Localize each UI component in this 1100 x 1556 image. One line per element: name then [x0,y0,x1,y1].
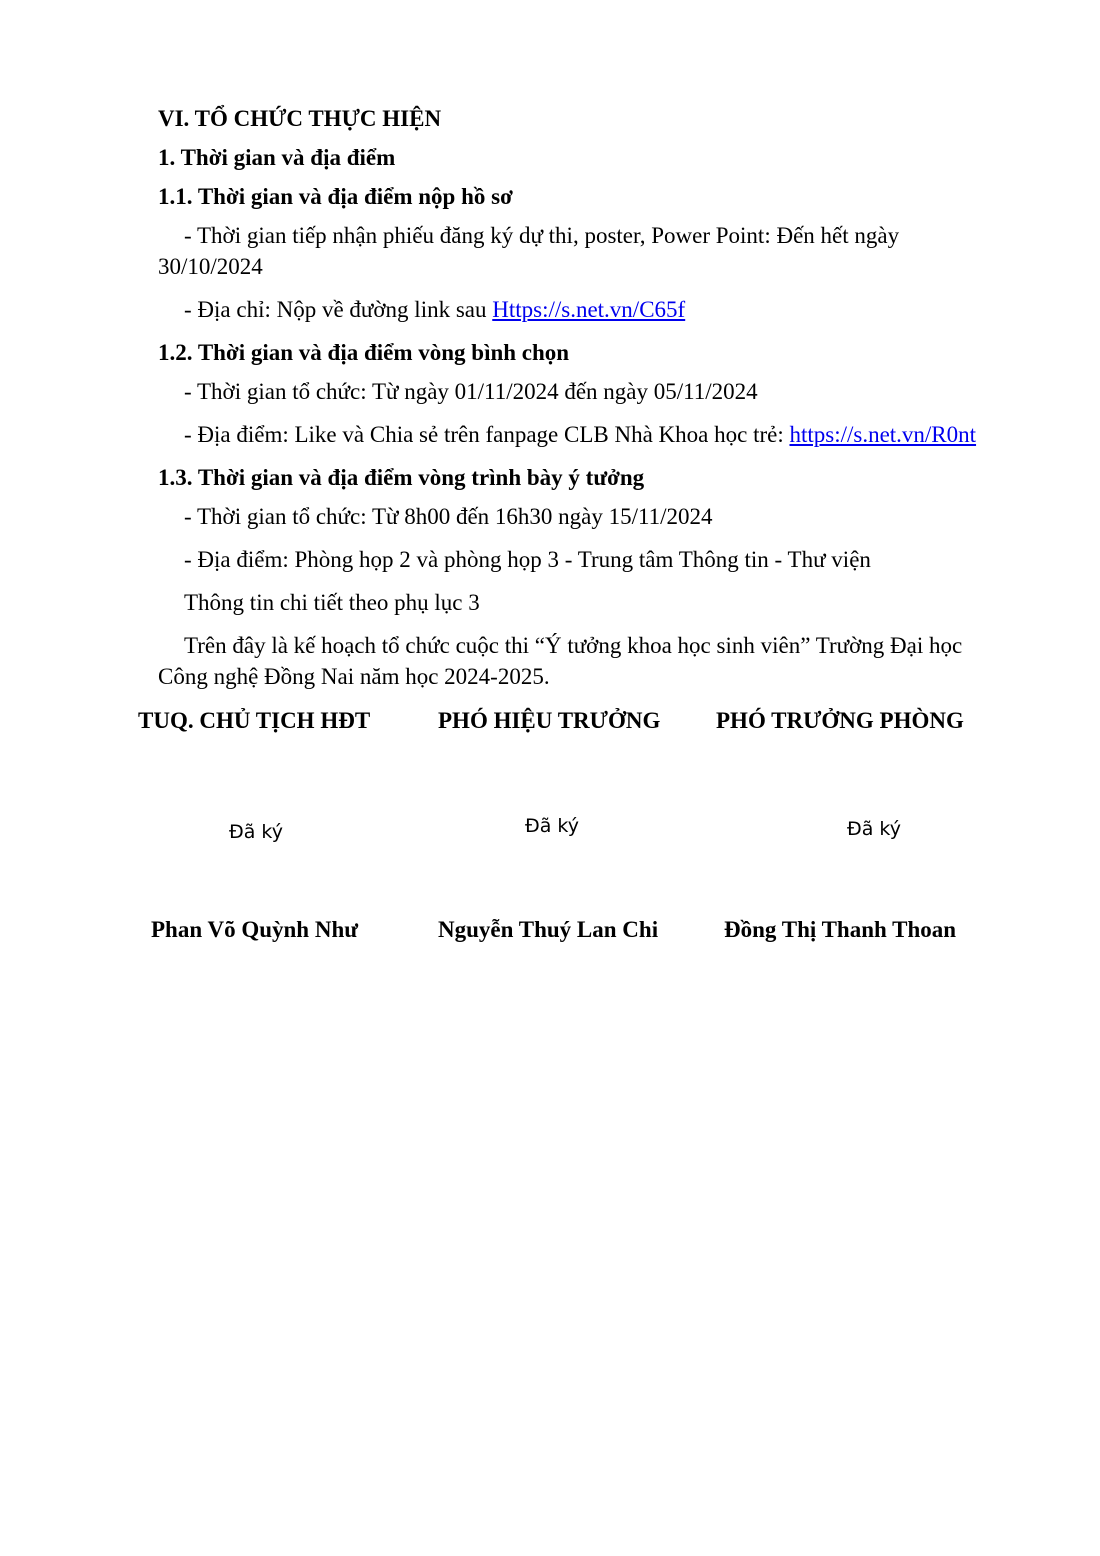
signature-title-chairman: TUQ. CHỦ TỊCH HĐT [138,708,371,733]
submission-time-line: - Thời gian tiếp nhận phiếu đăng ký dự thi, poster, Power Point: Đến hết ngày [184,223,900,248]
submission-address-line [184,295,685,325]
submission-deadline-date: 30/10/2024 [158,254,263,279]
signed-mark-chairman: Đã ký [229,821,283,843]
signature-title-deputy-head: PHÓ TRƯỞNG PHÒNG [716,708,964,733]
signed-mark-vice-rector: Đã ký [525,815,579,837]
signer-name-deputy-head: Đồng Thị Thanh Thoan [724,917,957,942]
signed-mark-deputy-head: Đã ký [847,818,901,840]
presentation-place-line: - Địa điểm: Phòng họp 2 và phòng họp 3 - Trung tâm Thông tin - Thư viện [184,547,871,572]
appendix-note: Thông tin chi tiết theo phụ lục 3 [184,590,480,615]
heading-1-3: 1.3. Thời gian và địa điểm vòng trình bày ý tưởng [158,465,645,490]
voting-time-line: - Thời gian tổ chức: Từ ngày 01/11/2024 đến ngày 05/11/2024 [184,379,758,404]
signer-name-vice-rector: Nguyễn Thuý Lan Chi [438,917,659,942]
voting-place-label: - Địa điểm: Like và Chia sẻ trên fanpage CLB Nhà Khoa học trẻ: [184,422,790,447]
signer-name-chairman: Phan Võ Quỳnh Như [151,917,359,942]
closing-line-1: Trên đây là kế hoạch tổ chức cuộc thi “Ý tưởng khoa học sinh viên” Trường Đại học [184,633,963,658]
submission-address-label: - Địa chỉ: Nộp về đường link sau [184,297,493,322]
voting-place-line [184,420,976,450]
heading-1: 1. Thời gian và địa điểm [158,145,396,170]
heading-1-1: 1.1. Thời gian và địa điểm nộp hồ sơ [158,184,513,209]
submission-link[interactable]: Https://s.net.vn/C65f [492,297,686,322]
signature-title-vice-rector: PHÓ HIỆU TRƯỞNG [438,708,661,733]
heading-1-2: 1.2. Thời gian và địa điểm vòng bình chọn [158,340,570,365]
section-title: VI. TỔ CHỨC THỰC HIỆN [158,106,442,131]
presentation-time-line: - Thời gian tổ chức: Từ 8h00 đến 16h30 ngày 15/11/2024 [184,504,713,529]
fanpage-link[interactable]: https://s.net.vn/R0nt [789,422,977,447]
closing-line-2: Công nghệ Đồng Nai năm học 2024-2025. [158,664,550,689]
